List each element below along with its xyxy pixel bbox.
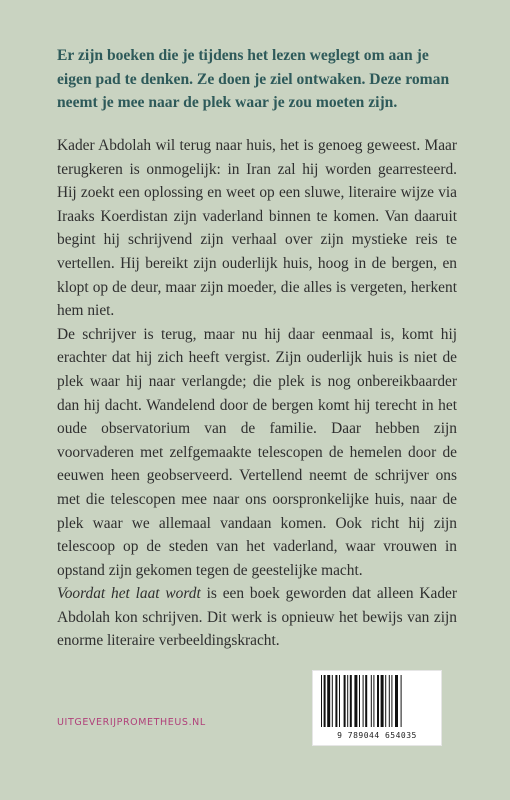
barcode-bar [363, 675, 364, 727]
blurb-paragraph-1: Kader Abdolah wil terug naar huis, het is genoeg geweest. Maar terugkeren is onmogelijk: in Iran zal hij worden gearresteerd. Hij zoekt een oplossing en weet op een sluwe, literaire wijze via Iraaks Koerdistan zijn vaderland binnen te komen. Van daaruit begint hij schrijvend zijn verhaal over zijn mystieke reis te vertellen. Hij bereikt zijn ouderlijk huis, hoog in de bergen, en klopt op de deur, maar zijn moeder, die alles is vergeten, herkent hem niet. [57, 137, 457, 320]
barcode-bar [344, 675, 346, 727]
blurb [57, 134, 457, 653]
barcode-bar [371, 675, 372, 727]
book-title: Voordat het laat wordt [57, 585, 201, 603]
barcode-bar [373, 675, 374, 727]
barcode-bar [347, 675, 348, 727]
barcode-bar [350, 675, 352, 727]
barcode-bar [377, 675, 379, 727]
barcode-bar [327, 675, 330, 727]
barcode-bar [401, 675, 402, 727]
barcode-bar [332, 675, 333, 727]
barcode-bar [335, 675, 337, 727]
barcode-bar [365, 675, 367, 727]
publisher-website-link[interactable]: UITGEVERIJPROMETHEUS.NL [57, 717, 206, 728]
barcode-bar [381, 675, 384, 727]
barcode-bar [324, 675, 326, 727]
barcode-bars [319, 675, 435, 729]
barcode-bar [395, 675, 398, 727]
blurb-paragraph-3 [57, 582, 457, 653]
tagline: Er zijn boeken die je tijdens het lezen weglegt om aan je eigen pad te denken. Ze doen je ziel ontwaken. Deze roman neemt je mee naar de plek waar je zou moeten zijn. [57, 47, 450, 111]
blurb-paragraph-3-text: is een boek geworden dat alleen Kader Abdolah kon schrijven. Dit werk is opnieuw het bewijs van zijn enorme literaire verbeeldingskracht. [57, 585, 457, 650]
barcode-bar [385, 675, 386, 727]
barcode-bar [359, 675, 360, 727]
barcode-bar [391, 675, 392, 727]
barcode-bar [354, 675, 357, 727]
blurb-paragraph-2: De schrijver is terug, maar nu hij daar eenmaal is, komt hij erachter dat hij zich heeft vergist. Zijn ouderlijk huis is niet de plek waar hij naar verlangde; die plek is nog onbereikbaarder dan hij dacht. Wandelend door de bergen komt hij terecht in het oude observatorium van de familie. Daar hebben zijn voorvaderen met zelfgemaakte telescopen de hemelen door de eeuwen heen geobserveerd. Vertellend neemt de schrijver ons met die telescopen mee naar ons oorspronkelijke huis, naar de plek waar we allemaal vandaan komen. Ook richt hij zijn telescoop op de steden van het vaderland, waar vrouwen in opstand zijn gekomen tegen de geestelijke macht. [57, 325, 457, 579]
isbn-number: 9 789044 654035 [337, 731, 417, 740]
barcode-bar [339, 675, 340, 727]
isbn-barcode [312, 670, 442, 746]
barcode-bar [389, 675, 390, 727]
barcode-bar [321, 675, 322, 727]
